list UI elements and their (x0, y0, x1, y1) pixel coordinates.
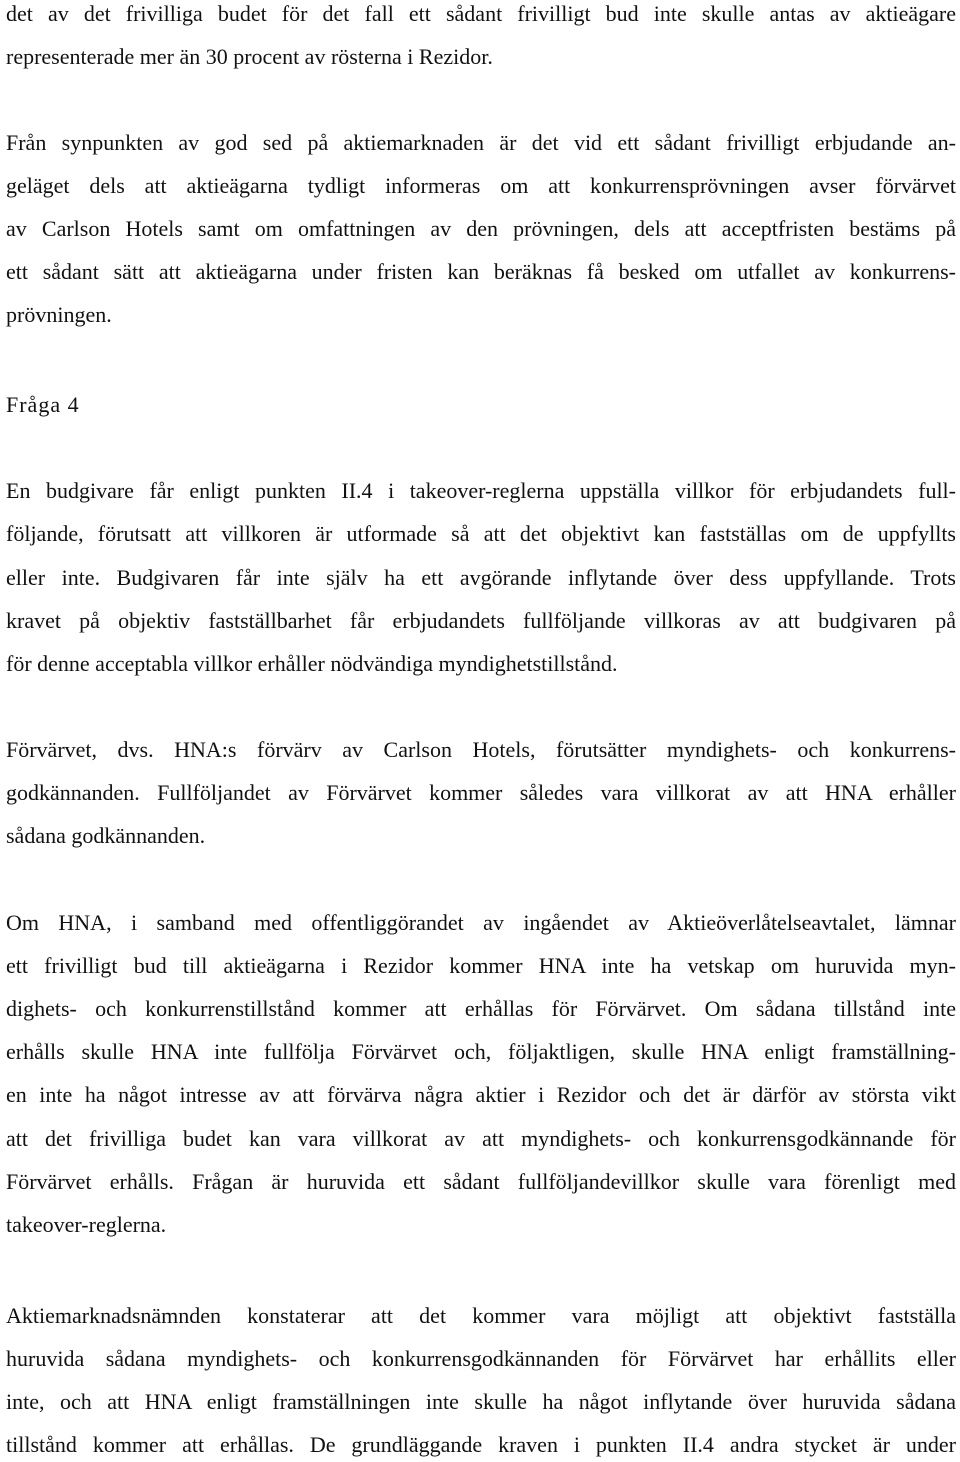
text-line: Förvärvet erhålls. Frågan är huruvida ett sådant fullföljandevillkor skulle vara förenligt med (6, 1169, 956, 1194)
text-line: ett frivilligt bud till aktieägarna i Rezidor kommer HNA inte ha vetskap om huruvida myn- (6, 953, 956, 978)
text-line: Förvärvet, dvs. HNA:s förvärv av Carlson Hotels, förutsätter myndighets- och konkurrens- (6, 737, 956, 762)
text-line: en inte ha något intresse av att förvärva några aktier i Rezidor och det är därför av största vikt (6, 1082, 956, 1107)
text-line: representerade mer än 30 procent av rösterna i Rezidor. (6, 44, 493, 69)
text-line: dighets- och konkurrenstillstånd kommer att erhållas för Förvärvet. Om sådana tillstånd inte (6, 996, 956, 1021)
text-line: erhålls skulle HNA inte fullfölja Förvärvet och, följaktligen, skulle HNA enligt framställning- (6, 1039, 956, 1064)
text-line: inte, och att HNA enligt framställningen inte skulle ha något inflytande över huruvida sådana (6, 1389, 956, 1414)
text-line: kravet på objektiv fastställbarhet får erbjudandets fullföljande villkoras av att budgivaren på (6, 608, 956, 633)
text-line: eller inte. Budgivaren får inte själv ha ett avgörande inflytande över dess uppfyllande. Trots (6, 565, 956, 590)
text-line: det av det frivilliga budet för det fall ett sådant frivilligt bud inte skulle antas av aktieägare (6, 1, 956, 26)
text-line: Om HNA, i samband med offentliggörandet av ingåendet av Aktieöverlåtelseavtalet, lämnar (6, 910, 956, 935)
text-line: Aktiemarknadsnämnden konstaterar att det kommer vara möjligt att objektivt fastställa (6, 1303, 956, 1328)
text-line: ett sådant sätt att aktieägarna under fristen kan beräknas få besked om utfallet av konkurrens- (6, 259, 956, 284)
text-line: följande, förutsatt att villkoren är utformade så att det objektivt kan fastställas om de uppfyllts (6, 521, 956, 546)
text-line: En budgivare får enligt punkten II.4 i takeover-reglerna uppställa villkor för erbjudandets full- (6, 478, 956, 503)
text-line: prövningen. (6, 302, 112, 327)
text-line: sådana godkännanden. (6, 823, 206, 848)
text-line: för denne acceptabla villkor erhåller nödvändiga myndighetstillstånd. (6, 651, 618, 676)
section-heading: Fråga 4 (6, 392, 80, 417)
text-line: tillstånd kommer att erhållas. De grundläggande kraven i punkten II.4 andra stycket är under (6, 1432, 956, 1457)
text-line: att det frivilliga budet kan vara villkorat av att myndighets- och konkurrensgodkännande för (6, 1126, 956, 1151)
text-line: geläget dels att aktieägarna tydligt informeras om att konkurrensprövningen avser förvärvet (6, 173, 956, 198)
text-line: huruvida sådana myndighets- och konkurrensgodkännanden för Förvärvet har erhållits eller (6, 1346, 956, 1371)
text-line: Från synpunkten av god sed på aktiemarknaden är det vid ett sådant frivilligt erbjudande an- (6, 130, 956, 155)
text-line: godkännanden. Fullföljandet av Förvärvet kommer således vara villkorat av att HNA erhåller (6, 780, 956, 805)
text-line: takeover-reglerna. (6, 1212, 167, 1237)
text-line: av Carlson Hotels samt om omfattningen av den prövningen, dels att acceptfristen bestäms på (6, 216, 956, 241)
